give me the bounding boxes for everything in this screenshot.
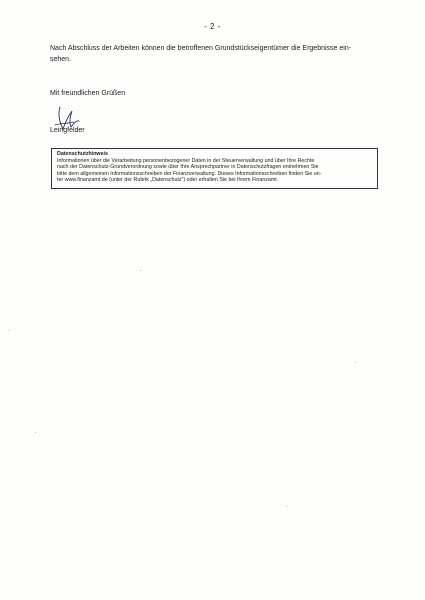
page-number: - 2 -: [204, 22, 221, 31]
scan-speck: [9, 330, 10, 331]
signer-name: Leingfelder: [50, 127, 85, 134]
privacy-notice-line: nach der Datenschutz-Grundverordnung sowie über Ihre Ansprechpartner in Datenschutzfragen entnehmen Sie: [57, 164, 319, 170]
scan-speck: [286, 506, 287, 507]
body-paragraph: [50, 44, 380, 65]
privacy-notice-line: Informationen über die Verarbeitung personenbezogener Daten in der Steuerverwaltung und über Ihre Rechte: [57, 157, 315, 164]
privacy-notice-box: [51, 148, 378, 189]
scan-speck: [35, 432, 36, 433]
privacy-notice-heading: Datenschutzhinweis: [57, 151, 108, 157]
paragraph-line: sehen.: [50, 55, 72, 63]
scan-speck: [140, 270, 141, 271]
paragraph-line: Nach Abschluss der Arbeiten können die betroffenen Grundstückseigentümer die Ergebnisse ein-: [50, 45, 352, 52]
closing-salutation: Mit freundlichen Grüßen: [50, 90, 126, 97]
privacy-notice-line: ter www.finanzamt.de (unter der Rubrik „Datenschutz") oder erhalten Sie bei Ihrem Finanzamt.: [57, 177, 279, 183]
scan-speck: [355, 362, 356, 363]
privacy-notice-line: bitte dem allgemeinen Informationsschreiben der Finanzverwaltung. Dieses Informationsschreiben finden Sie un-: [57, 170, 322, 177]
